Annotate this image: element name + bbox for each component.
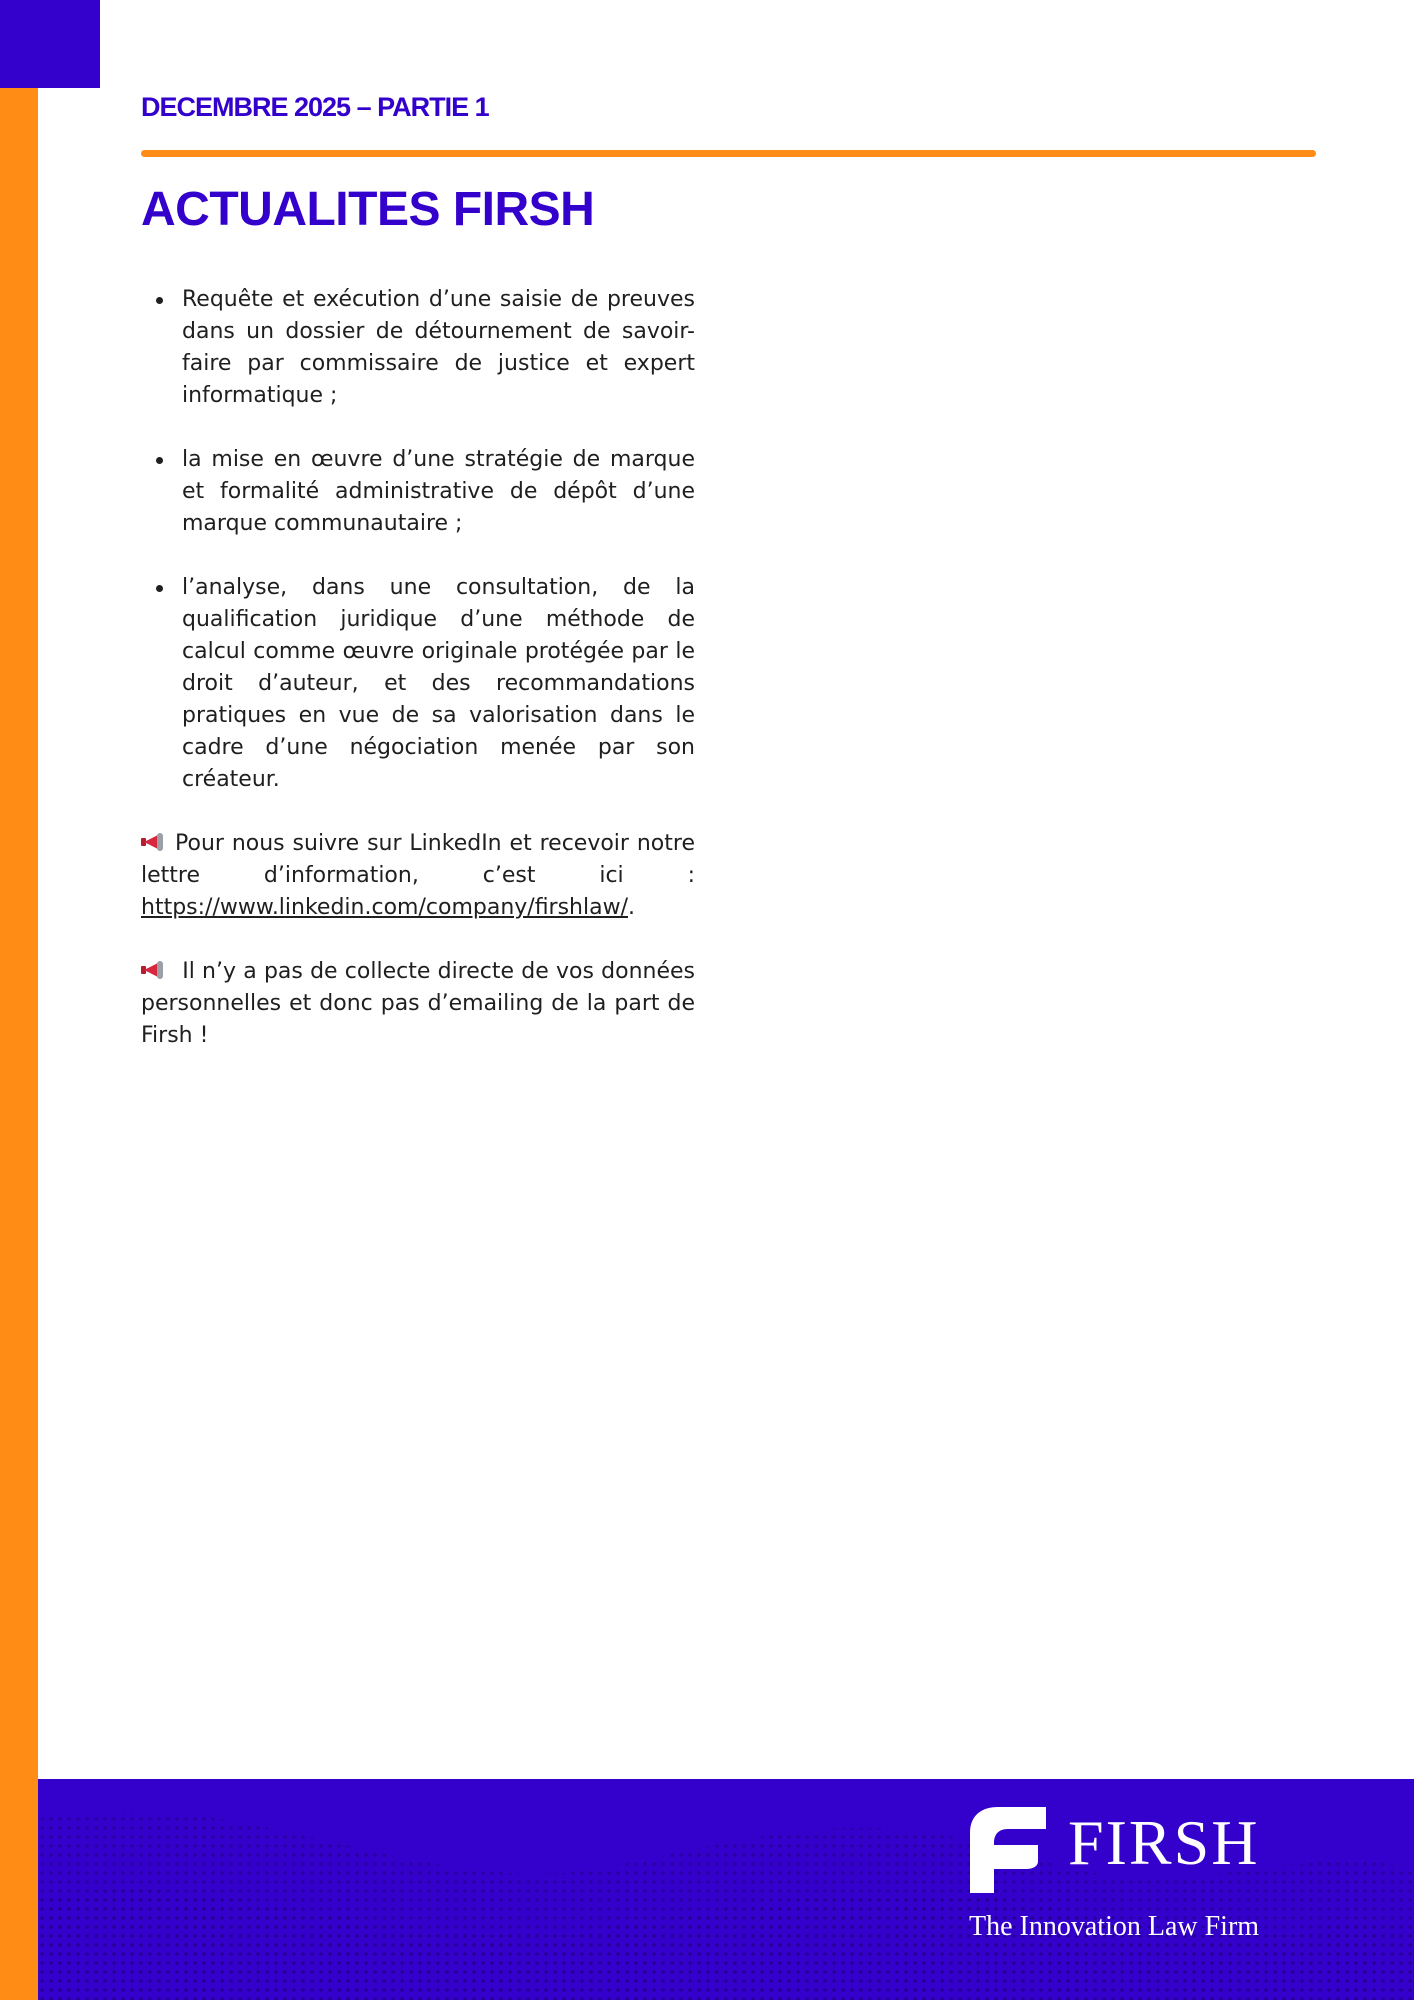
left-accent-bar [0,0,38,2000]
header-divider [141,150,1316,157]
newsletter-body [141,284,695,1084]
linkedin-link[interactable]: https://www.linkedin.com/company/firshlaw/ [141,895,628,920]
brand-wordmark: FIRSH [1068,1807,1260,1878]
linkedin-note-text: Pour nous suivre sur LinkedIn et recevoir notre lettre d’information, c’est ici : [141,831,695,888]
edition-label: DECEMBRE 2025 – PARTIE 1 [141,92,489,122]
list-item: Requête et exécution d’une saisie de preuves dans un dossier de détournement de savoir-faire par commissaire de justice et expert informatique ; [182,284,695,412]
list-item: l’analyse, dans une consultation, de la qualification juridique d’une méthode de calcul comme œuvre originale protégée par le droit d’auteur, et des recommandations pratiques en vue de sa valorisation dans le cadre d’une négociation menée par son créateur. [182,572,695,796]
megaphone-icon [141,833,165,851]
corner-block [0,0,100,88]
brand-tagline: The Innovation Law Firm [969,1911,1260,1942]
list-item: la mise en œuvre d’une stratégie de marque et formalité administrative de dépôt d’une marque communautaire ; [182,444,695,540]
footer-banner [38,1779,1414,2000]
page-title: ACTUALITES FIRSH [141,183,595,236]
privacy-note-text: Il n’y a pas de collecte directe de vos données personnelles et donc pas d’emailing de la part de Firsh ! [141,959,695,1048]
linkedin-note-suffix: . [628,895,635,920]
megaphone-icon [141,961,165,979]
linkedin-note [141,828,695,924]
news-list [141,284,695,796]
privacy-note [141,956,695,1052]
